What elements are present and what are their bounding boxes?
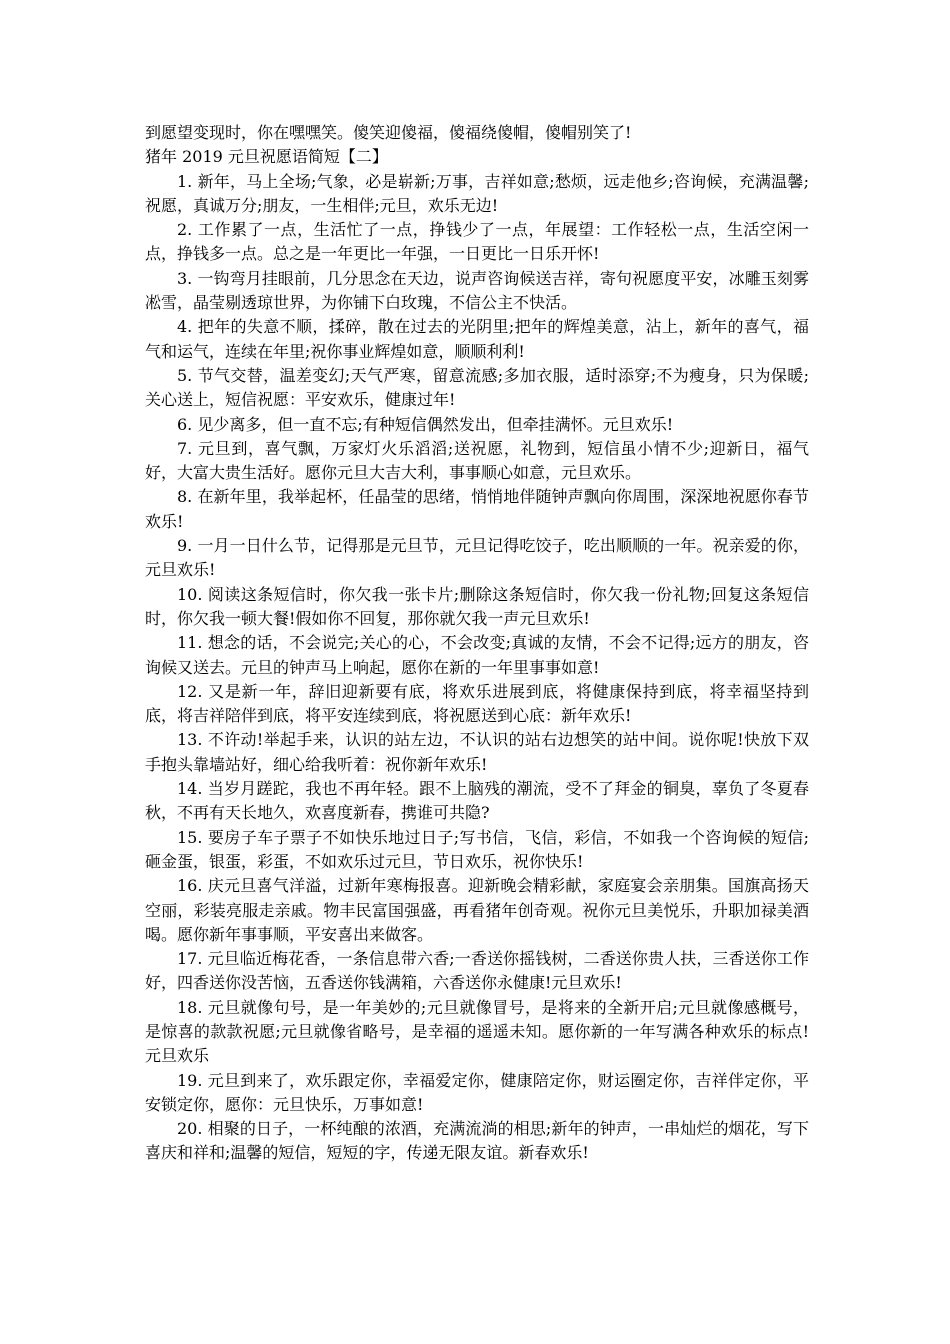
wish-item-19: 19. 元旦到来了，欢乐跟定你，幸福爱定你，健康陪定你，财运圈定你，吉祥伴定你，平安锁定你，愿你：元旦快乐，万事如意! bbox=[145, 1070, 809, 1114]
wish-item-20: 20. 相聚的日子，一杯纯酿的浓酒，充满流淌的相思;新年的钟声，一串灿烂的烟花，写下喜庆和祥和;温馨的短信，短短的字，传递无限友谊。新春欢乐! bbox=[145, 1119, 809, 1163]
wish-item-18: 18. 元旦就像句号，是一年美妙的;元旦就像冒号，是将来的全新开启;元旦就像感概号，是惊喜的款款祝愿;元旦就像省略号，是幸福的遥遥未知。愿你新的一年写满各种欢乐的标点!元旦欢乐 bbox=[145, 997, 809, 1066]
wish-item-4: 4. 把年的失意不顺，揉碎，散在过去的光阴里;把年的辉煌美意，沾上，新年的喜气，福气和运气，连续在年里;祝你事业辉煌如意，顺顺利利! bbox=[145, 317, 809, 361]
section-title: 猪年 2019 元旦祝愿语简短【二】 bbox=[145, 147, 388, 167]
document-page bbox=[145, 121, 809, 1166]
wish-item-17: 17. 元旦临近梅花香，一条信息带六香;一香送你摇钱树，二香送你贵人扶，三香送你工作好，四香送你没苦恼，五香送你钱满箱，六香送你永健康!元旦欢乐! bbox=[145, 949, 809, 993]
wish-item-15: 15. 要房子车子票子不如快乐地过日子;写书信，飞信，彩信，不如我一个咨询候的短信;砸金蛋，银蛋，彩蛋，不如欢乐过元旦，节日欢乐，祝你快乐! bbox=[145, 827, 809, 871]
wish-item-13: 13. 不许动!举起手来，认识的站左边，不认识的站右边想笑的站中间。说你呢!快放下双手抱头靠墙站好，细心给我听着：祝你新年欢乐! bbox=[145, 730, 809, 774]
wish-item-2: 2. 工作累了一点，生活忙了一点，挣钱少了一点，年展望：工作轻松一点，生活空闲一点，挣钱多一点。总之是一年更比一年强，一日更比一日乐开怀! bbox=[145, 220, 809, 264]
wish-item-6: 6. 见少离多，但一直不忘;有种短信偶然发出，但牵挂满怀。元旦欢乐! bbox=[177, 414, 674, 434]
wish-item-1: 1. 新年，马上全场;气象，必是崭新;万事，吉祥如意;愁烦，远走他乡;咨询候，充满温馨;祝愿，真诚万分;朋友，一生相伴;元旦，欢乐无边! bbox=[145, 171, 809, 215]
intro-line: 到愿望变现时，你在嘿嘿笑。傻笑迎傻福，傻福绕傻帽，傻帽别笑了! bbox=[145, 123, 632, 142]
wish-item-9: 9. 一月一日什么节，记得那是元旦节，元旦记得吃饺子，吃出顺顺的一年。祝亲爱的你，元旦欢乐! bbox=[145, 536, 809, 580]
wish-item-11: 11. 想念的话，不会说完;关心的心，不会改变;真诚的友情，不会不记得;远方的朋友，咨询候又送去。元旦的钟声马上响起，愿你在新的一年里事事如意! bbox=[145, 633, 809, 677]
wish-item-10: 10. 阅读这条短信时，你欠我一张卡片;删除这条短信时，你欠我一份礼物;回复这条短信时，你欠我一顿大餐!假如你不回复，那你就欠我一声元旦欢乐! bbox=[145, 584, 809, 628]
wish-item-14: 14. 当岁月蹉跎，我也不再年轻。跟不上脑残的潮流，受不了拜金的铜臭，辜负了冬夏春秋，不再有天长地久，欢喜度新春，携谁可共隐? bbox=[145, 779, 809, 823]
wish-item-5: 5. 节气交替，温差变幻;天气严寒，留意流感;多加衣服，适时添穿;不为瘦身，只为保暖;关心送上，短信祝愿：平安欢乐，健康过年! bbox=[145, 365, 809, 410]
wish-item-12: 12. 又是新一年，辞旧迎新要有底，将欢乐进展到底，将健康保持到底，将幸福坚持到底，将吉祥陪伴到底，将平安连续到底，将祝愿送到心底：新年欢乐! bbox=[145, 681, 809, 726]
wish-item-7: 7. 元旦到，喜气飘，万家灯火乐滔滔;送祝愿，礼物到，短信虽小情不少;迎新日，福气好，大富大贵生活好。愿你元旦大吉大利，事事顺心如意，元旦欢乐。 bbox=[145, 438, 809, 483]
wish-item-8: 8. 在新年里，我举起杯，任晶莹的思绪，悄悄地伴随钟声飘向你周围，深深地祝愿你春节欢乐! bbox=[145, 487, 809, 531]
wish-item-16: 16. 庆元旦喜气洋溢，过新年寒梅报喜。迎新晚会精彩献，家庭宴会亲朋集。国旗高扬天空丽，彩装亮服走亲戚。物丰民富国强盛，再看猪年创奇观。祝你元旦美悦乐，升职加禄美酒喝。愿你新年事事顺，平安喜出来做客。 bbox=[145, 876, 809, 944]
wish-item-3: 3. 一钩弯月挂眼前，几分思念在天边，说声咨询候送吉祥，寄句祝愿度平安，冰雕玉刻雾凇雪，晶莹剔透琼世界，为你铺下白玫瑰，不信公主不快活。 bbox=[145, 268, 809, 313]
